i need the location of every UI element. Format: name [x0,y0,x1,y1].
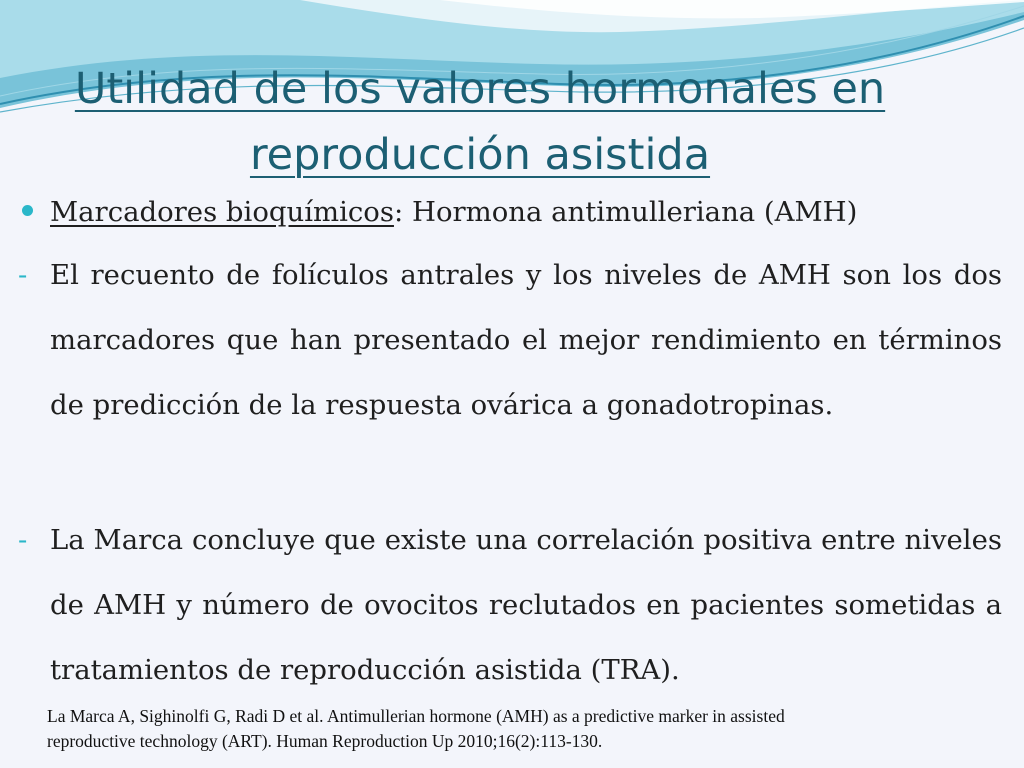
bullet-dot-icon [22,205,33,216]
citation [47,704,977,754]
slide-title-line-2: reproducción asistida [249,130,711,180]
citation-line-2: reproductive technology (ART). Human Reproduction Up 2010;16(2):113-130. [47,731,603,751]
paragraph-text: El recuento de folículos antrales y los niveles de AMH son los dos marcadores que han presentado el mejor rendimiento en términos de predicción de la respuesta ovárica a gonadotropinas. [50,259,1002,421]
paragraph-2 [18,508,1002,703]
paragraph-text: La Marca concluye que existe una correlación positiva entre niveles de AMH y número de ovocitos reclutados en pacientes sometidas a tratamientos de reproducción asistida (TRA). [50,524,1002,686]
dash-marker: - [18,259,28,291]
bullet-text: : Hormona antimulleriana (AMH) [393,196,858,228]
bullet-item [18,190,1008,234]
paragraph-1 [18,243,1002,438]
dash-marker: - [18,524,28,556]
slide-title-line-1: Utilidad de los valores hormonales en [74,64,886,114]
bullet-label: Marcadores bioquímicos [50,196,394,228]
citation-line-1: La Marca A, Sighinolfi G, Radi D et al. Antimullerian hormone (AMH) as a predictive marker in assisted [47,706,785,726]
slide-title [20,56,940,188]
